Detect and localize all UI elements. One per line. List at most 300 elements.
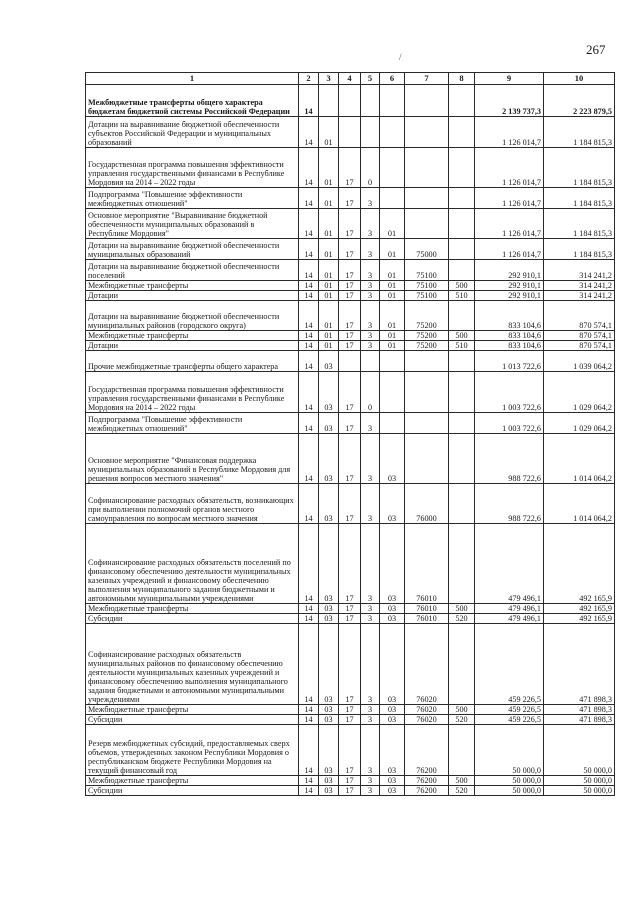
code-c5: 3 [361,281,380,291]
code-c2: 14 [299,624,319,705]
code-c5 [361,117,380,148]
code-c6 [380,85,405,117]
code-c5: 3 [361,209,380,239]
code-c6: 03 [380,524,405,604]
code-c6: 01 [380,260,405,281]
table-row [86,725,615,776]
code-c2: 14 [299,209,319,239]
row-name: Субсидии [86,614,299,624]
table-row [86,148,615,188]
row-name: Прочие межбюджетные трансферты общего характера [86,351,299,372]
code-c4 [339,117,361,148]
code-c4: 17 [339,239,361,260]
row-name: Межбюджетные трансферты [86,776,299,786]
code-c2: 14 [299,188,319,209]
code-c4 [339,351,361,372]
value-col10: 492 165,9 [544,524,615,604]
code-c5: 3 [361,705,380,715]
code-c2: 14 [299,484,319,524]
code-c3: 01 [319,331,339,341]
code-c2: 14 [299,725,319,776]
value-col9: 50 000,0 [475,776,544,786]
table-row [86,372,615,413]
code-c2: 14 [299,372,319,413]
value-col10: 870 574,1 [544,331,615,341]
code-c5: 0 [361,372,380,413]
value-col9: 833 104,6 [475,341,544,351]
code-c8 [449,624,475,705]
code-c8 [449,413,475,434]
code-c7: 76000 [405,484,449,524]
code-c2: 14 [299,148,319,188]
table-row [86,239,615,260]
column-header: 8 [449,73,475,85]
code-c2: 14 [299,85,319,117]
table-row [86,188,615,209]
code-c3: 03 [319,413,339,434]
code-c2: 14 [299,291,319,301]
code-c2: 14 [299,614,319,624]
code-c3: 03 [319,604,339,614]
code-c8: 500 [449,776,475,786]
code-c6: 03 [380,614,405,624]
budget-table [85,72,615,796]
code-c4: 17 [339,524,361,604]
code-c8 [449,188,475,209]
code-c6: 01 [380,331,405,341]
code-c5: 3 [361,331,380,341]
column-header: 1 [86,73,299,85]
row-name: Подпрограмма "Повышение эффективности межбюджетных отношений" [86,413,299,434]
value-col9: 292 910,1 [475,291,544,301]
code-c4: 17 [339,705,361,715]
value-col9: 479 496,1 [475,524,544,604]
code-c7 [405,85,449,117]
column-header: 6 [380,73,405,85]
code-c4: 17 [339,413,361,434]
code-c7: 75100 [405,281,449,291]
value-col9: 459 226,5 [475,624,544,705]
stray-mark: / [399,52,402,62]
code-c7 [405,413,449,434]
code-c3: 03 [319,434,339,484]
code-c8 [449,148,475,188]
code-c8 [449,85,475,117]
table-row [86,281,615,291]
table-row [86,117,615,148]
code-c5: 3 [361,413,380,434]
value-col9: 479 496,1 [475,614,544,624]
value-col10: 2 223 879,5 [544,85,615,117]
value-col10: 1 014 064,2 [544,434,615,484]
code-c3: 03 [319,725,339,776]
code-c3: 01 [319,209,339,239]
code-c4: 17 [339,604,361,614]
column-header: 7 [405,73,449,85]
code-c4: 17 [339,260,361,281]
code-c4: 17 [339,341,361,351]
code-c7: 76010 [405,524,449,604]
code-c7: 76200 [405,725,449,776]
table-row [86,301,615,331]
value-col10: 50 000,0 [544,786,615,796]
code-c5: 3 [361,624,380,705]
code-c6 [380,148,405,188]
value-col9: 50 000,0 [475,786,544,796]
code-c3: 03 [319,484,339,524]
row-name: Дотации [86,341,299,351]
value-col9: 988 722,6 [475,484,544,524]
code-c2: 14 [299,413,319,434]
code-c3: 03 [319,372,339,413]
code-c6: 03 [380,705,405,715]
code-c6 [380,351,405,372]
value-col9: 1 013 722,6 [475,351,544,372]
code-c2: 14 [299,351,319,372]
value-col9: 1 126 014,7 [475,188,544,209]
value-col9: 459 226,5 [475,705,544,715]
code-c8 [449,260,475,281]
table-row [86,484,615,524]
table-row [86,413,615,434]
page-number: 267 [586,42,606,57]
code-c7: 75200 [405,331,449,341]
value-col10: 492 165,9 [544,604,615,614]
code-c6: 03 [380,604,405,614]
code-c6: 01 [380,341,405,351]
code-c8 [449,301,475,331]
code-c2: 14 [299,705,319,715]
value-col10: 1 184 815,3 [544,239,615,260]
code-c4 [339,85,361,117]
code-c3: 01 [319,188,339,209]
table-row [86,614,615,624]
table-row [86,260,615,281]
code-c5: 3 [361,715,380,725]
code-c6 [380,117,405,148]
value-col9: 479 496,1 [475,604,544,614]
value-col9: 50 000,0 [475,725,544,776]
table-row [86,786,615,796]
table-row [86,85,615,117]
row-name: Основное мероприятие "Финансовая поддержка муниципальных образований в Республике Мордовия для решения вопросов местного значения" [86,434,299,484]
code-c8 [449,484,475,524]
code-c5: 3 [361,260,380,281]
code-c4: 17 [339,331,361,341]
value-col10: 471 898,3 [544,705,615,715]
code-c5: 3 [361,786,380,796]
code-c5 [361,85,380,117]
row-name: Субсидии [86,786,299,796]
value-col10: 471 898,3 [544,624,615,705]
table-row [86,776,615,786]
code-c5: 3 [361,341,380,351]
code-c5: 3 [361,188,380,209]
row-name: Межбюджетные трансферты общего характера бюджетам бюджетной системы Российской Федерации [86,85,299,117]
table-row [86,291,615,301]
code-c6 [380,413,405,434]
code-c2: 14 [299,260,319,281]
value-col10: 870 574,1 [544,301,615,331]
code-c8: 500 [449,331,475,341]
row-name: Дотации на выравнивание бюджетной обеспеченности муниципальных районов (городского округа) [86,301,299,331]
code-c3: 03 [319,786,339,796]
code-c4: 17 [339,484,361,524]
row-name: Дотации на выравнивание бюджетной обеспеченности муниципальных образований [86,239,299,260]
code-c2: 14 [299,239,319,260]
code-c3: 03 [319,705,339,715]
code-c8 [449,725,475,776]
table-body [86,73,615,796]
code-c8: 500 [449,281,475,291]
code-c3: 01 [319,117,339,148]
code-c7 [405,209,449,239]
table-row [86,434,615,484]
code-c5: 3 [361,239,380,260]
value-col9: 1 126 014,7 [475,117,544,148]
code-c5: 3 [361,604,380,614]
column-header: 10 [544,73,615,85]
code-c7: 76010 [405,604,449,614]
table-row [86,524,615,604]
code-c5: 3 [361,614,380,624]
code-c7: 75200 [405,341,449,351]
code-c7: 76200 [405,776,449,786]
table-row [86,209,615,239]
code-c8 [449,372,475,413]
value-col10: 1 184 815,3 [544,209,615,239]
value-col10: 870 574,1 [544,341,615,351]
code-c4: 17 [339,624,361,705]
code-c3: 03 [319,614,339,624]
code-c2: 14 [299,341,319,351]
row-name: Межбюджетные трансферты [86,705,299,715]
value-col9: 833 104,6 [475,301,544,331]
value-col10: 1 184 815,3 [544,148,615,188]
row-name: Софинансирование расходных обязательств, возникающих при выполнении полномочий органов местного самоуправления по вопросам местного значения [86,484,299,524]
column-header: 3 [319,73,339,85]
code-c7: 75100 [405,291,449,301]
code-c4: 17 [339,786,361,796]
code-c3: 01 [319,148,339,188]
table-row [86,624,615,705]
code-c4: 17 [339,188,361,209]
code-c6 [380,372,405,413]
code-c5: 3 [361,291,380,301]
code-c6: 01 [380,291,405,301]
row-name: Субсидии [86,715,299,725]
code-c6: 03 [380,786,405,796]
row-name: Дотации [86,291,299,301]
code-c7: 76010 [405,614,449,624]
value-col9: 988 722,6 [475,434,544,484]
code-c3: 01 [319,281,339,291]
row-name: Основное мероприятие "Выравнивание бюджетной обеспеченности муниципальных образований в Республике Мордовия" [86,209,299,239]
code-c5: 3 [361,434,380,484]
code-c7 [405,117,449,148]
code-c2: 14 [299,281,319,291]
value-col10: 1 184 815,3 [544,117,615,148]
code-c8 [449,434,475,484]
code-c7 [405,148,449,188]
table-row [86,715,615,725]
code-c7: 75100 [405,260,449,281]
value-col10: 471 898,3 [544,715,615,725]
code-c5 [361,351,380,372]
code-c3: 01 [319,301,339,331]
code-c5: 3 [361,725,380,776]
table-row [86,331,615,341]
value-col10: 1 029 064,2 [544,372,615,413]
code-c3: 03 [319,715,339,725]
code-c4: 17 [339,715,361,725]
code-c3: 03 [319,351,339,372]
code-c3: 03 [319,624,339,705]
row-name: Софинансирование расходных обязательств муниципальных районов по финансовому обеспечению деятельности муниципальных казенных учреждений и финансовому обеспечению выполнения муниципального задания бюджетными и автономными муниципальными учреждениями [86,624,299,705]
code-c8: 510 [449,291,475,301]
code-c4: 17 [339,372,361,413]
value-col9: 1 126 014,7 [475,209,544,239]
code-c6 [380,188,405,209]
code-c6: 03 [380,484,405,524]
code-c4: 17 [339,291,361,301]
code-c4: 17 [339,434,361,484]
value-col9: 292 910,1 [475,260,544,281]
code-c3: 01 [319,291,339,301]
row-name: Софинансирование расходных обязательств поселений по финансовому обеспечению деятельности муниципальных казенных учреждений и финансовому обеспечению выполнения муниципального задания бюджетными и автономными муниципальными учреждениями [86,524,299,604]
row-name: Подпрограмма "Повышение эффективности межбюджетных отношений" [86,188,299,209]
table-row [86,351,615,372]
value-col10: 50 000,0 [544,776,615,786]
code-c4: 17 [339,725,361,776]
code-c3: 03 [319,776,339,786]
code-c7 [405,188,449,209]
code-c8: 520 [449,715,475,725]
row-name: Государственная программа повышения эффективности управления государственными финансами в Республике Мордовия на 2014 – 2022 годы [86,148,299,188]
code-c5: 3 [361,524,380,604]
column-header: 5 [361,73,380,85]
code-c7: 76020 [405,715,449,725]
row-name: Государственная программа повышения эффективности управления государственными финансами в Республике Мордовия на 2014 – 2022 годы [86,372,299,413]
code-c8 [449,117,475,148]
value-col9: 833 104,6 [475,331,544,341]
value-col10: 1 014 064,2 [544,484,615,524]
code-c3: 01 [319,260,339,281]
value-col10: 492 165,9 [544,614,615,624]
value-col10: 1 184 815,3 [544,188,615,209]
code-c3: 01 [319,239,339,260]
code-c4: 17 [339,776,361,786]
table-row [86,341,615,351]
code-c5: 3 [361,776,380,786]
code-c7 [405,372,449,413]
code-c2: 14 [299,117,319,148]
value-col9: 1 003 722,6 [475,372,544,413]
column-header: 4 [339,73,361,85]
code-c7 [405,351,449,372]
code-c8 [449,239,475,260]
code-c4: 17 [339,148,361,188]
value-col10: 314 241,2 [544,291,615,301]
value-col9: 2 139 737,3 [475,85,544,117]
code-c3: 01 [319,341,339,351]
value-col9: 292 910,1 [475,281,544,291]
table-row [86,705,615,715]
table-row [86,604,615,614]
code-c2: 14 [299,776,319,786]
code-c8 [449,524,475,604]
code-c6: 01 [380,281,405,291]
code-c7: 76020 [405,624,449,705]
code-c6: 03 [380,776,405,786]
code-c4: 17 [339,301,361,331]
code-c6: 03 [380,715,405,725]
value-col9: 1 126 014,7 [475,148,544,188]
code-c3: 03 [319,524,339,604]
column-header: 9 [475,73,544,85]
code-c2: 14 [299,301,319,331]
code-c8: 500 [449,604,475,614]
code-c7: 75000 [405,239,449,260]
code-c6: 01 [380,209,405,239]
code-c2: 14 [299,434,319,484]
code-c5: 0 [361,148,380,188]
row-name: Дотации на выравнивание бюджетной обеспеченности субъектов Российской Федерации и муниципальных образований [86,117,299,148]
code-c5: 3 [361,301,380,331]
value-col10: 1 039 064,2 [544,351,615,372]
value-col10: 50 000,0 [544,725,615,776]
code-c7 [405,434,449,484]
value-col9: 1 003 722,6 [475,413,544,434]
code-c8: 510 [449,341,475,351]
code-c7: 76020 [405,705,449,715]
code-c7: 76200 [405,786,449,796]
code-c6: 03 [380,624,405,705]
code-c2: 14 [299,715,319,725]
code-c2: 14 [299,331,319,341]
row-name: Межбюджетные трансферты [86,281,299,291]
code-c4: 17 [339,281,361,291]
row-name: Дотации на выравнивание бюджетной обеспеченности поселений [86,260,299,281]
code-c7: 75200 [405,301,449,331]
value-col9: 459 226,5 [475,715,544,725]
value-col10: 314 241,2 [544,281,615,291]
code-c4: 17 [339,614,361,624]
code-c4: 17 [339,209,361,239]
row-name: Резерв межбюджетных субсидий, предоставляемых сверх объемов, утвержденных законом Республики Мордовия о республиканском бюджете Республики Мордовия на текущий финансовый год [86,725,299,776]
value-col9: 1 126 014,7 [475,239,544,260]
code-c2: 14 [299,524,319,604]
code-c6: 03 [380,725,405,776]
code-c8: 520 [449,614,475,624]
column-header: 2 [299,73,319,85]
code-c8: 520 [449,786,475,796]
row-name: Межбюджетные трансферты [86,604,299,614]
value-col10: 1 029 064,2 [544,413,615,434]
code-c3 [319,85,339,117]
value-col10: 314 241,2 [544,260,615,281]
table-header-row [86,73,615,85]
code-c6: 01 [380,301,405,331]
code-c5: 3 [361,484,380,524]
code-c6: 03 [380,434,405,484]
code-c6: 01 [380,239,405,260]
code-c8: 500 [449,705,475,715]
code-c2: 14 [299,786,319,796]
code-c8 [449,209,475,239]
row-name: Межбюджетные трансферты [86,331,299,341]
code-c8 [449,351,475,372]
